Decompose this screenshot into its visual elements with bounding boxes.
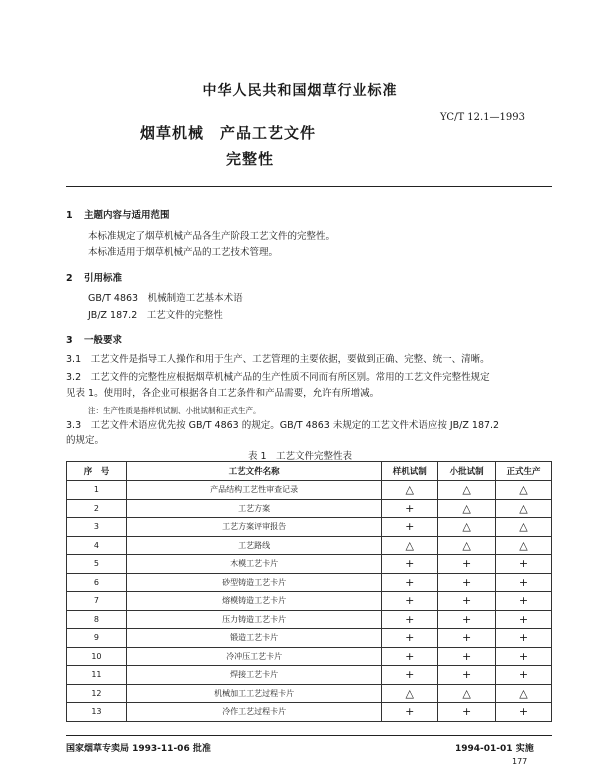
row-number: 11: [67, 666, 127, 685]
clause-3-2-continued: 见表 1。使用时，各企业可根据各自工艺条件和产品需要，允许有所增减。: [66, 388, 380, 399]
document-name: 机械加工工艺过程卡片: [126, 684, 381, 703]
requirement-mark: +: [496, 629, 552, 648]
document-name: 压力铸造工艺卡片: [126, 610, 381, 629]
document-name: 产品结构工艺性审查记录: [126, 481, 381, 500]
requirement-mark: +: [382, 499, 438, 518]
row-number: 2: [67, 499, 127, 518]
requirement-mark: +: [496, 666, 552, 685]
document-name: 砂型铸造工艺卡片: [126, 573, 381, 592]
document-name: 工艺方案: [126, 499, 381, 518]
requirement-mark: +: [438, 629, 496, 648]
section-3-heading: [66, 332, 122, 346]
col-header: 序 号: [67, 462, 127, 481]
reference-item: JB/Z 187.2 工艺文件的完整性: [88, 310, 223, 321]
requirement-mark: △: [382, 536, 438, 555]
table-row: [67, 666, 552, 685]
section-title: 一般要求: [84, 335, 123, 346]
requirement-mark: +: [496, 647, 552, 666]
note: 注：生产性质是指样机试制、小批试制和正式生产。: [88, 406, 261, 415]
document-subtitle: 完整性: [226, 150, 275, 168]
clause-3-1: 3.1 工艺文件是指导工人操作和用于生产、工艺管理的主要依据，要做到正确、完整、统一、清晰。: [66, 354, 490, 365]
reference-item: GB/T 4863 机械制造工艺基本术语: [88, 293, 243, 304]
standard-org-title: 中华人民共和国烟草行业标准: [202, 83, 398, 99]
row-number: 5: [67, 555, 127, 574]
section-number: 3: [66, 335, 73, 346]
requirement-mark: +: [438, 555, 496, 574]
requirement-mark: +: [382, 555, 438, 574]
requirement-mark: +: [382, 610, 438, 629]
page-number: 177: [512, 757, 528, 766]
table-row: [67, 703, 552, 722]
table-header-row: [67, 462, 552, 481]
requirement-mark: +: [496, 610, 552, 629]
requirement-mark: +: [438, 610, 496, 629]
section-title: 引用标准: [84, 273, 123, 284]
requirement-mark: +: [496, 573, 552, 592]
requirement-mark: +: [438, 573, 496, 592]
row-number: 4: [67, 536, 127, 555]
completeness-table: [66, 461, 552, 722]
section-title: 主题内容与适用范围: [84, 210, 170, 221]
requirement-mark: △: [438, 536, 496, 555]
requirement-mark: △: [438, 518, 496, 537]
requirement-mark: △: [496, 518, 552, 537]
row-number: 6: [67, 573, 127, 592]
table-row: [67, 610, 552, 629]
document-title: 烟草机械 产品工艺文件: [140, 124, 317, 142]
section-2-heading: [66, 270, 122, 284]
requirement-mark: △: [496, 481, 552, 500]
section-number: 1: [66, 210, 73, 221]
paragraph: 本标准规定了烟草机械产品各生产阶段工艺文件的完整性。: [88, 231, 336, 242]
requirement-mark: +: [496, 592, 552, 611]
header-divider: [66, 186, 552, 187]
requirement-mark: △: [496, 499, 552, 518]
requirement-mark: +: [438, 666, 496, 685]
clause-3-3-continued: 的规定。: [66, 435, 105, 446]
requirement-mark: +: [438, 592, 496, 611]
table-row: [67, 573, 552, 592]
document-name: 冷冲压工艺卡片: [126, 647, 381, 666]
effective-date: 1994-01-01 实施: [455, 744, 534, 754]
requirement-mark: △: [496, 684, 552, 703]
clause-3-3: 3.3 工艺文件术语应优先按 GB/T 4863 的规定。GB/T 4863 未规定的工艺文件术语应按 JB/Z 187.2: [66, 420, 500, 431]
section-1-heading: [66, 207, 170, 221]
approval-info: 国家烟草专卖局 1993-11-06 批准: [66, 744, 211, 754]
requirement-mark: +: [382, 629, 438, 648]
document-name: 工艺方案评审报告: [126, 518, 381, 537]
row-number: 7: [67, 592, 127, 611]
footer-divider: [66, 735, 552, 736]
requirement-mark: +: [382, 666, 438, 685]
standard-code: YC/T 12.1—1993: [440, 112, 526, 123]
table-row: [67, 592, 552, 611]
row-number: 8: [67, 610, 127, 629]
section-number: 2: [66, 273, 73, 284]
table-caption: 表 1 工艺文件完整性表: [247, 451, 353, 462]
row-number: 3: [67, 518, 127, 537]
requirement-mark: +: [382, 592, 438, 611]
paragraph: 本标准适用于烟草机械产品的工艺技术管理。: [88, 247, 279, 258]
requirement-mark: +: [382, 518, 438, 537]
clause-3-2: 3.2 工艺文件的完整性应根据烟草机械产品的生产性质不同而有所区别。常用的工艺文件完整性规定: [66, 372, 490, 383]
table-row: [67, 536, 552, 555]
requirement-mark: +: [382, 703, 438, 722]
requirement-mark: +: [438, 703, 496, 722]
requirement-mark: +: [438, 647, 496, 666]
requirement-mark: △: [382, 481, 438, 500]
col-header: 小批试制: [438, 462, 496, 481]
col-header: 工艺文件名称: [126, 462, 381, 481]
requirement-mark: △: [438, 499, 496, 518]
document-name: 冷作工艺过程卡片: [126, 703, 381, 722]
table-row: [67, 499, 552, 518]
requirement-mark: △: [438, 684, 496, 703]
document-name: 锻造工艺卡片: [126, 629, 381, 648]
document-name: 木模工艺卡片: [126, 555, 381, 574]
row-number: 10: [67, 647, 127, 666]
row-number: 13: [67, 703, 127, 722]
document-name: 工艺路线: [126, 536, 381, 555]
table-row: [67, 481, 552, 500]
requirement-mark: +: [496, 703, 552, 722]
table-row: [67, 518, 552, 537]
table-row: [67, 684, 552, 703]
table-row: [67, 629, 552, 648]
table-row: [67, 647, 552, 666]
document-name: 焊接工艺卡片: [126, 666, 381, 685]
col-header: 正式生产: [496, 462, 552, 481]
requirement-mark: +: [382, 573, 438, 592]
table-row: [67, 555, 552, 574]
requirement-mark: +: [382, 647, 438, 666]
requirement-mark: △: [438, 481, 496, 500]
requirement-mark: △: [496, 536, 552, 555]
requirement-mark: +: [496, 555, 552, 574]
requirement-mark: △: [382, 684, 438, 703]
document-name: 熔模铸造工艺卡片: [126, 592, 381, 611]
row-number: 12: [67, 684, 127, 703]
col-header: 样机试制: [382, 462, 438, 481]
row-number: 9: [67, 629, 127, 648]
row-number: 1: [67, 481, 127, 500]
